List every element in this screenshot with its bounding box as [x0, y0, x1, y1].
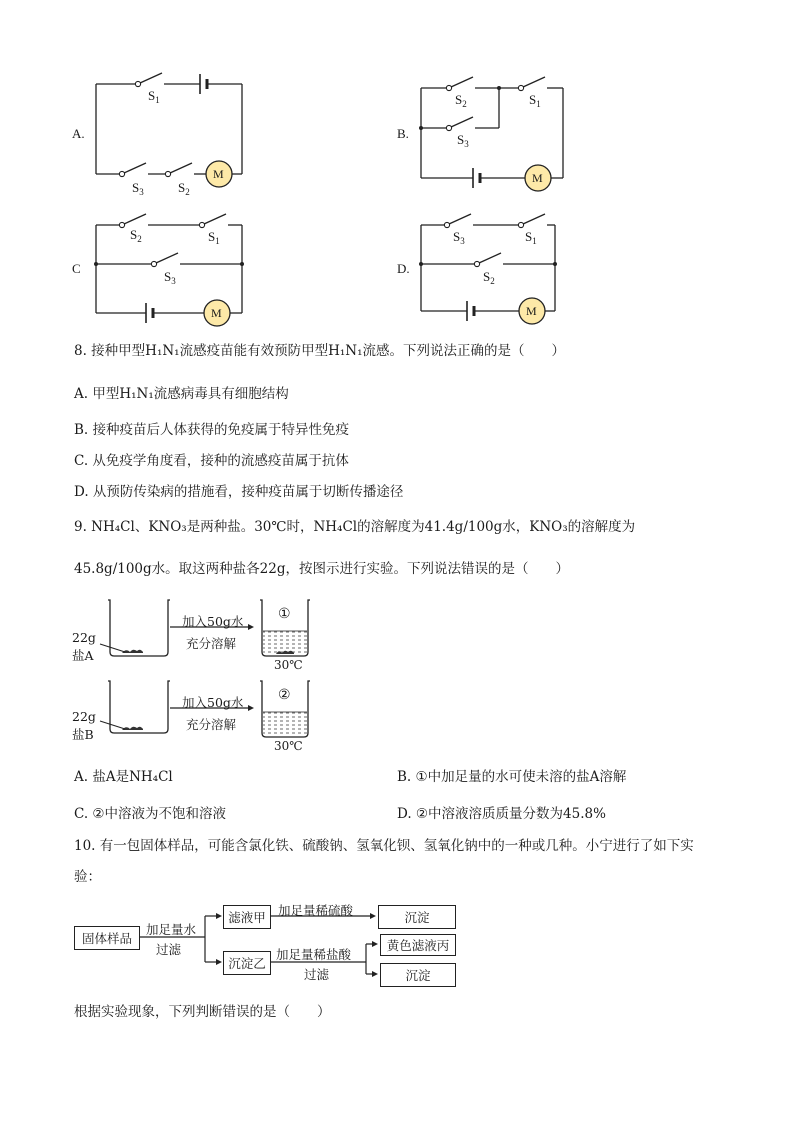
q9-exp1-step-bottom: 充分溶解 [186, 636, 237, 651]
flow-step3-bottom: 过滤 [304, 967, 330, 982]
q9-beaker-1-number: ① [278, 606, 291, 622]
flow-step1-top: 加足量水 [146, 922, 197, 937]
motor-label: M [213, 167, 224, 181]
switch-s3-label: $S_3$ [164, 269, 176, 286]
switch-s3-label: $S_3$ [457, 132, 469, 149]
motor-label: M [526, 304, 537, 318]
q9-exp1-temperature: 30℃ [274, 658, 303, 672]
flow-step3-top: 加足量稀盐酸 [276, 947, 352, 962]
q9-experiment-2 [70, 679, 330, 755]
switch-s1-label: $S_1$ [525, 229, 537, 246]
q8-option-c: C. 从免疫学角度看，接种的流感疫苗属于抗体 [74, 453, 349, 469]
switch-s2-label: $S_2$ [455, 92, 467, 109]
flow-step1-bottom: 过滤 [156, 942, 182, 957]
q8-stem: 8. 接种甲型H₁N₁流感疫苗能有效预防甲型H₁N₁流感。下列说法正确的是（ ） [74, 343, 565, 359]
q9-option-b: B. ①中加足量的水可使未溶的盐A溶解 [397, 769, 627, 785]
q9-stem-line1: 9. NH₄Cl、KNO₃是两种盐。30℃时，NH₄Cl的溶解度为41.4g/100g水，KNO₃的溶解度为 [74, 519, 636, 535]
circuit-a [70, 70, 250, 200]
circuit-b [395, 70, 575, 200]
switch-s2-label: $S_2$ [483, 269, 495, 286]
q9-option-c: C. ②中溶液为不饱和溶液 [74, 806, 227, 822]
q9-option-a: A. 盐A是NH₄Cl [74, 769, 173, 785]
flow-filtrate-box: 滤液甲 [223, 905, 271, 929]
motor-label: M [532, 171, 543, 185]
flow-sample-box: 固体样品 [74, 926, 140, 950]
switch-s1-label: $S_1$ [208, 229, 220, 246]
switch-s3-label: $S_3$ [132, 180, 144, 197]
q9-beaker-2-number: ② [278, 687, 291, 703]
q8-option-a: A. 甲型H₁N₁流感病毒具有细胞结构 [74, 386, 289, 402]
q9-exp2-step-top: 加入50g水 [182, 695, 244, 710]
q8-option-b: B. 接种疫苗后人体获得的免疫属于特异性免疫 [74, 422, 350, 438]
switch-s2-label: $S_2$ [178, 180, 190, 197]
q9-experiment-1 [70, 598, 330, 674]
q9-exp1-mass: 22g [72, 630, 96, 645]
q10-stem-line2: 验： [74, 869, 101, 885]
flow-precip2-box: 沉淀 [380, 963, 456, 987]
option-a-label: A. [72, 126, 85, 141]
flow-precip1-box: 沉淀 [378, 905, 456, 929]
flow-step2-label: 加足量稀硫酸 [278, 903, 354, 918]
switch-s3-label: $S_3$ [453, 229, 465, 246]
q10-question: 根据实验现象，下列判断错误的是（ ） [74, 1004, 331, 1020]
q8-option-d: D. 从预防传染病的措施看，接种疫苗属于切断传播途径 [74, 484, 404, 500]
q9-stem-line2: 45.8g/100g水。取这两种盐各22g，按图示进行实验。下列说法错误的是（ ） [74, 561, 569, 577]
q10-stem-line1: 10. 有一包固体样品，可能含氯化铁、硫酸钠、氢氧化钡、氢氧化钠中的一种或几种。小宁进行了如下实 [74, 838, 694, 854]
q9-exp2-salt: 盐B [72, 727, 94, 742]
switch-s1-label: $S_1$ [148, 88, 160, 105]
q9-exp2-temperature: 30℃ [274, 739, 303, 753]
switch-s2-label: $S_2$ [130, 227, 142, 244]
option-c-label: C [72, 261, 81, 276]
circuit-d [395, 205, 575, 335]
motor-label: M [211, 306, 222, 320]
switch-s1-label: $S_1$ [529, 92, 541, 109]
circuit-c-diagram [70, 205, 250, 335]
q9-exp1-salt: 盐A [72, 648, 94, 663]
q9-option-d: D. ②中溶液溶质质量分数为45.8% [397, 806, 606, 822]
option-b-label: B. [397, 126, 409, 141]
circuit-c [70, 205, 250, 335]
flow-yellow-filtrate-box: 黄色滤液丙 [380, 934, 456, 956]
circuit-b-diagram [395, 70, 575, 200]
option-d-label: D. [397, 261, 410, 276]
q9-exp2-step-bottom: 充分溶解 [186, 717, 237, 732]
q10-flowchart [70, 900, 470, 992]
q9-exp1-step-top: 加入50g水 [182, 614, 244, 629]
q9-exp2-mass: 22g [72, 709, 96, 724]
flow-solid-box: 沉淀乙 [223, 951, 271, 975]
